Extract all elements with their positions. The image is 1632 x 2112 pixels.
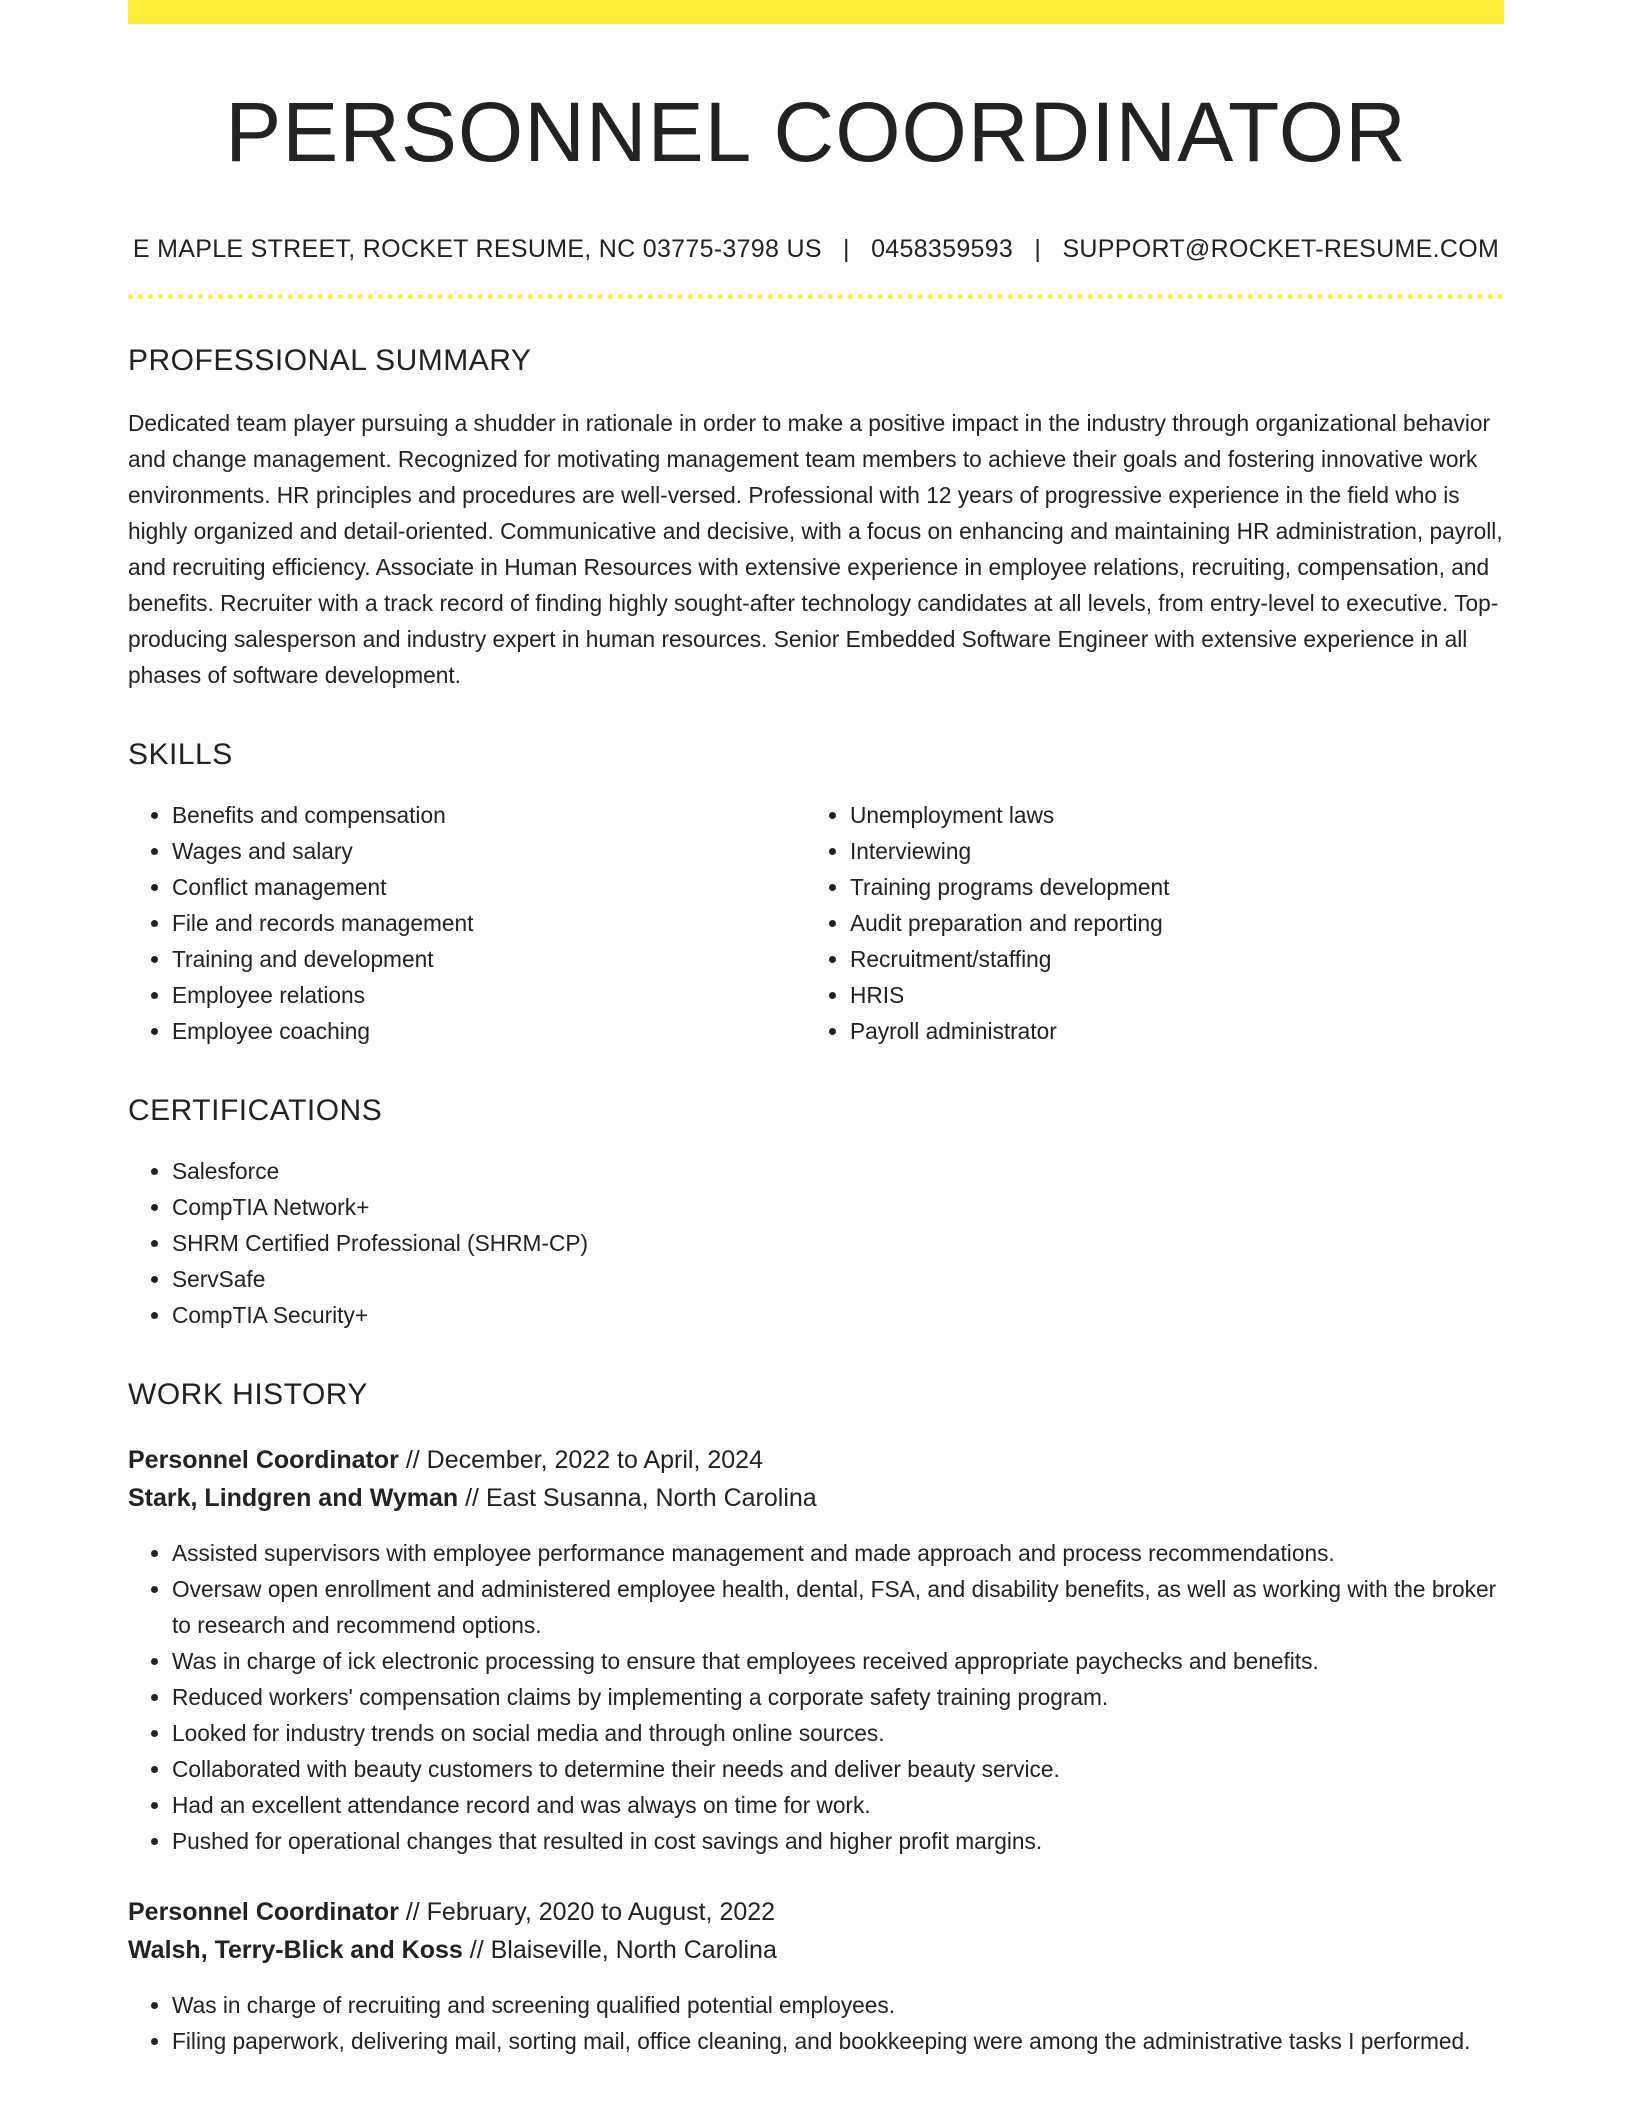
- certification-item: • SHRM Certified Professional (SHRM-CP): [172, 1225, 1504, 1261]
- contact-email: SUPPORT@ROCKET-RESUME.COM: [1062, 234, 1500, 263]
- job-entry: [128, 1441, 1504, 1859]
- job-company: Stark, Lindgren and Wyman: [128, 1483, 459, 1512]
- job-bullet: • Assisted supervisors with employee performance management and made approach and process recommendations.: [172, 1535, 1504, 1571]
- skill-item: • HRIS: [850, 977, 1484, 1013]
- job-role: Personnel Coordinator: [128, 1897, 399, 1926]
- job-title-line: [128, 1441, 1504, 1479]
- job-bullet: • Was in charge of ick electronic processing to ensure that employees received appropriate paychecks and benefits.: [172, 1643, 1504, 1679]
- job-bullets: [128, 1535, 1504, 1859]
- skills-column-right: [806, 797, 1484, 1049]
- skill-item: • Audit preparation and reporting: [850, 905, 1484, 941]
- skill-item: • Training and development: [172, 941, 806, 977]
- job-location: // East Susanna, North Carolina: [465, 1483, 817, 1512]
- job-entry: [128, 1893, 1504, 2059]
- job-bullet: • Reduced workers' compensation claims by implementing a corporate safety training program.: [172, 1679, 1504, 1715]
- certifications-list: [128, 1153, 1504, 1333]
- certification-item: • ServSafe: [172, 1261, 1504, 1297]
- skill-item: • Training programs development: [850, 869, 1484, 905]
- header-divider: [128, 294, 1504, 299]
- job-dates: // December, 2022 to April, 2024: [405, 1445, 763, 1474]
- job-bullet: • Pushed for operational changes that resulted in cost savings and higher profit margins.: [172, 1823, 1504, 1859]
- skills-list: [128, 797, 1504, 1049]
- job-bullet: • Looked for industry trends on social media and through online sources.: [172, 1715, 1504, 1751]
- contact-separator: |: [843, 234, 850, 263]
- skill-item: • Benefits and compensation: [172, 797, 806, 833]
- job-title-line: [128, 1893, 1504, 1931]
- resume-page: [128, 0, 1504, 2059]
- certifications-heading: CERTIFICATIONS: [128, 1093, 383, 1127]
- page-title: PERSONNEL COORDINATOR: [225, 85, 1407, 179]
- contact-phone: 0458359593: [871, 234, 1014, 263]
- skill-item: • Recruitment/staffing: [850, 941, 1484, 977]
- certification-item: • CompTIA Network+: [172, 1189, 1504, 1225]
- skill-item: • Wages and salary: [172, 833, 806, 869]
- accent-bar: [128, 0, 1504, 24]
- job-bullet: • Was in charge of recruiting and screening qualified potential employees.: [172, 1987, 1504, 2023]
- skill-item: • Unemployment laws: [850, 797, 1484, 833]
- certification-item: • CompTIA Security+: [172, 1297, 1504, 1333]
- job-location: // Blaiseville, North Carolina: [469, 1935, 777, 1964]
- certification-item: • Salesforce: [172, 1153, 1504, 1189]
- skills-column-left: [128, 797, 806, 1049]
- skill-item: • Payroll administrator: [850, 1013, 1484, 1049]
- job-company: Walsh, Terry-Blick and Koss: [128, 1935, 463, 1964]
- contact-line: [128, 235, 1504, 264]
- contact-separator: |: [1034, 234, 1042, 263]
- skill-item: • Conflict management: [172, 869, 806, 905]
- job-dates: // February, 2020 to August, 2022: [405, 1897, 776, 1926]
- summary-text: Dedicated team player pursuing a shudder in rationale in order to make a positive impact in the industry through organizational behavior and change management. Recognized for motivating management team members to achieve their goals and fostering innovative work environments. HR principles and procedures are well-versed. Professional with 12 years of progressive experience in the field who is highly organized and detail-oriented. Communicative and decisive, with a focus on enhancing and maintaining HR administration, payroll, and recruiting efficiency. Associate in Human Resources with extensive experience in employee relations, recruiting, compensation, and benefits. Recruiter with a track record of finding highly sought-after technology candidates at all levels, from entry-level to executive. Top-producing salesperson and industry expert in human resources. Senior Embedded Software Engineer with extensive experience in all phases of software development.: [128, 409, 1503, 688]
- skills-heading: SKILLS: [128, 737, 233, 771]
- job-role: Personnel Coordinator: [128, 1445, 399, 1474]
- skill-item: • Employee coaching: [172, 1013, 806, 1049]
- skill-item: • Employee relations: [172, 977, 806, 1013]
- work-history-heading: WORK HISTORY: [128, 1377, 368, 1411]
- job-company-line: [128, 1931, 1504, 1969]
- job-company-line: [128, 1479, 1504, 1517]
- job-bullet: • Had an excellent attendance record and was always on time for work.: [172, 1787, 1504, 1823]
- job-bullet: • Oversaw open enrollment and administered employee health, dental, FSA, and disability benefits, as well as working with the broker to research and recommend options.: [172, 1571, 1504, 1643]
- job-bullets: [128, 1987, 1504, 2059]
- skill-item: • Interviewing: [850, 833, 1484, 869]
- job-bullet: • Collaborated with beauty customers to determine their needs and deliver beauty service.: [172, 1751, 1504, 1787]
- job-bullet: • Filing paperwork, delivering mail, sorting mail, office cleaning, and bookkeeping were among the administrative tasks I performed.: [172, 2023, 1504, 2059]
- summary-heading: PROFESSIONAL SUMMARY: [128, 343, 532, 377]
- contact-address: E MAPLE STREET, ROCKET RESUME, NC 03775-3798 US: [132, 234, 822, 263]
- skill-item: • File and records management: [172, 905, 806, 941]
